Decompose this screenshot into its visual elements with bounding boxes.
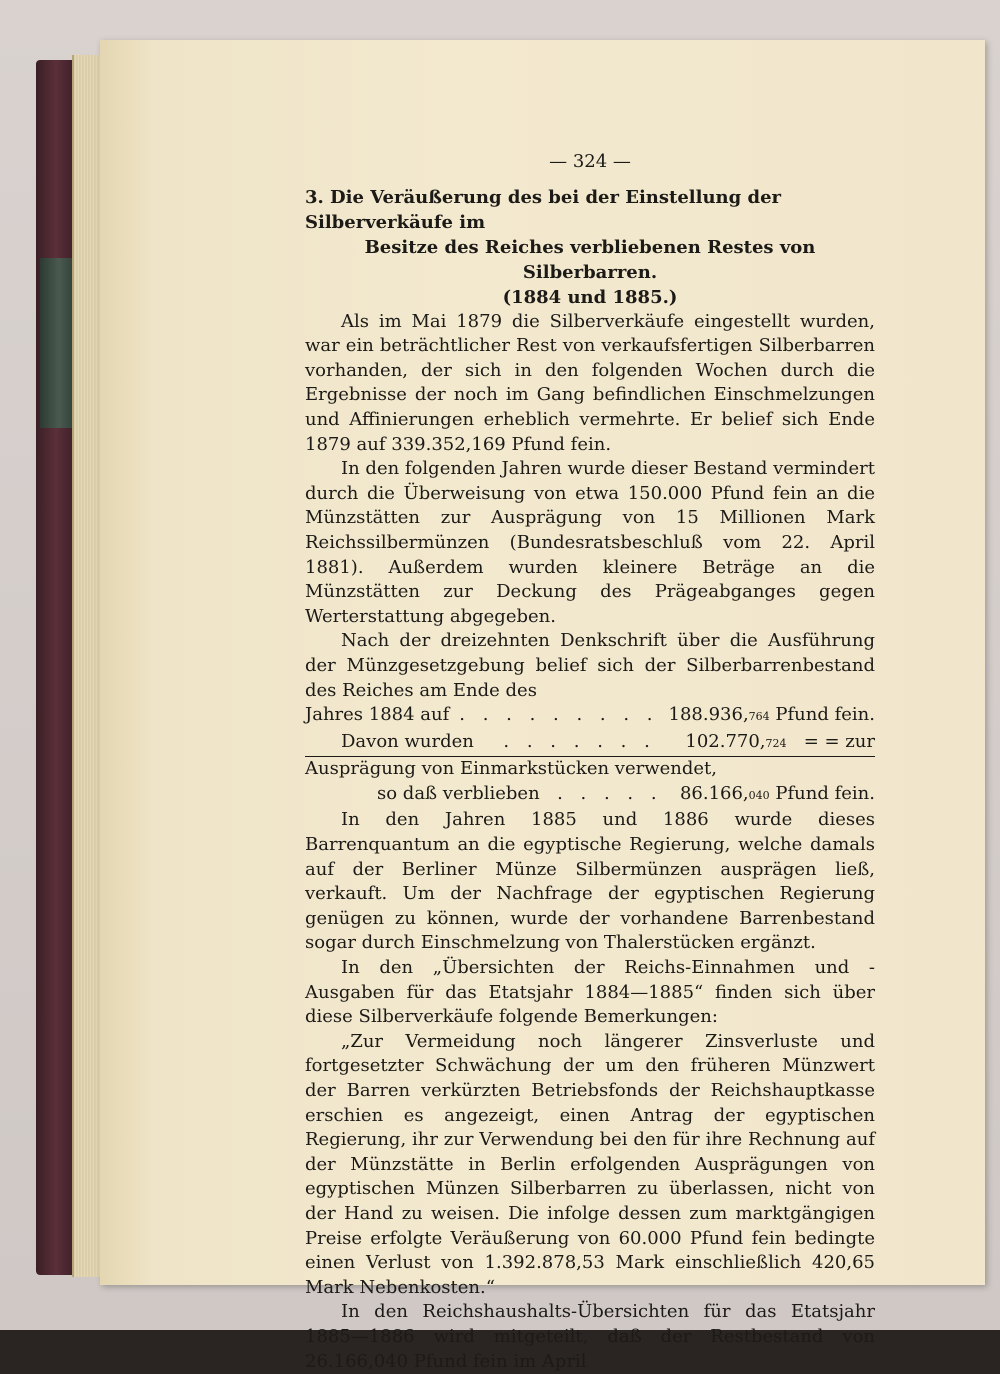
- leader-dots: . . . . . . . . .: [459, 704, 659, 726]
- paragraph: In den „Übersichten der Reichs-Einnahmen und -Ausgaben für das Etatsjahr 1884—1885“ finden sich über diese Silberverkäufe folgende Bemerkungen:: [305, 957, 875, 1028]
- section-heading: [305, 185, 875, 310]
- paragraph: In den folgenden Jahren wurde dieser Bestand vermindert durch die Überweisung von etwa 150.000 Pfund fein an die Münzstätten zur Ausprägung von 15 Millionen Mark Reichssilbermünzen (Bundesratsbeschluß vom 22. April 1881). Außerdem wurden kleinere Beträge an die Münzstätten zur Deckung des Prägeabganges gegen Werterstattung abgegeben.: [305, 458, 875, 627]
- page-number: — 324 —: [549, 151, 631, 172]
- paragraph: Als im Mai 1879 die Silberverkäufe eingestellt wurden, war ein beträchtlicher Rest von verkaufsfertigen Silberbarren vorhanden, der sich in den folgenden Wochen durch die Ergebnisse der noch im Gang befindlichen Einschmelzungen und Affinierungen erheblich vermehrte. Er belief sich Ende 1879 auf 339.352,169 Pfund fein.: [305, 310, 875, 455]
- row-continuation: Ausprägung von Einmarkstücken verwendet,: [305, 758, 717, 780]
- row-label: Davon wurden: [341, 730, 474, 752]
- row-value: 102.770,724 = = zur: [685, 730, 875, 752]
- paragraph: In den Jahren 1885 und 1886 wurde dieses Barrenquantum an die egyptische Regierung, welche damals auf der Berliner Münze Silbermünzen ausprägen ließ, verkauft. Um der Nachfrage der egyptischen Regierung genügen zu können, wurde der vorhandene Barrenbestand sogar durch Einschmelzung von Thalerstücken ergänzt.: [305, 809, 875, 954]
- table-row: [305, 730, 875, 758]
- page-text: [305, 150, 875, 1374]
- leader-dots: . . . . . . .: [503, 730, 656, 752]
- heading-line-3: (1884 und 1885.): [502, 286, 678, 308]
- heading-line-1: 3. Die Veräußerung des bei der Einstellung der Silberverkäufe im: [305, 186, 781, 233]
- paragraph: In den Reichshaushalts-Übersichten für das Etatsjahr 1885—1886 wird mitgeteilt, daß der Restbestand von 26.166,040 Pfund fein im April: [305, 1301, 875, 1372]
- leader-dots: . . . . .: [557, 782, 663, 804]
- row-value: 188.936,764 Pfund fein.: [668, 704, 875, 726]
- paragraph: Nach der dreizehnten Denkschrift über die Ausführung der Münzgesetzgebung belief sich der Silberbarrenbestand des Reiches am Ende des: [305, 630, 875, 701]
- quotation: „Zur Vermeidung noch längerer Zinsverluste und fortgesetzter Schwächung der um den früheren Münzwert der Barren verkürzten Betriebsfonds der Reichshauptkasse erschien es angezeigt, einen Antrag der egyptischen Regierung, ihr zur Verwendung bei den für ihre Rechnung auf der Münzstätte in Berlin erfolgenden Ausprägungen von egyptischen Münzen Silberbarren zu überlassen, nicht von der Hand zu weisen. Die infolge dessen zum marktgängigen Preise erfolgte Veräußerung von 60.000 Pfund fein bedingte einen Verlust von 1.392.878,53 Mark einschließlich 420,65 Mark Nebenkosten.“: [305, 1030, 875, 1298]
- row-label: so daß verblieben: [377, 782, 540, 804]
- table-row: [305, 703, 875, 730]
- book-cover-spine: [36, 60, 76, 1275]
- heading-line-2: Besitze des Reiches verbliebenen Restes von Silberbarren.: [364, 236, 816, 283]
- row-label: Jahres 1884 auf: [305, 704, 450, 726]
- row-value: 86.166,040 Pfund fein.: [679, 782, 875, 804]
- table-row: [305, 782, 875, 809]
